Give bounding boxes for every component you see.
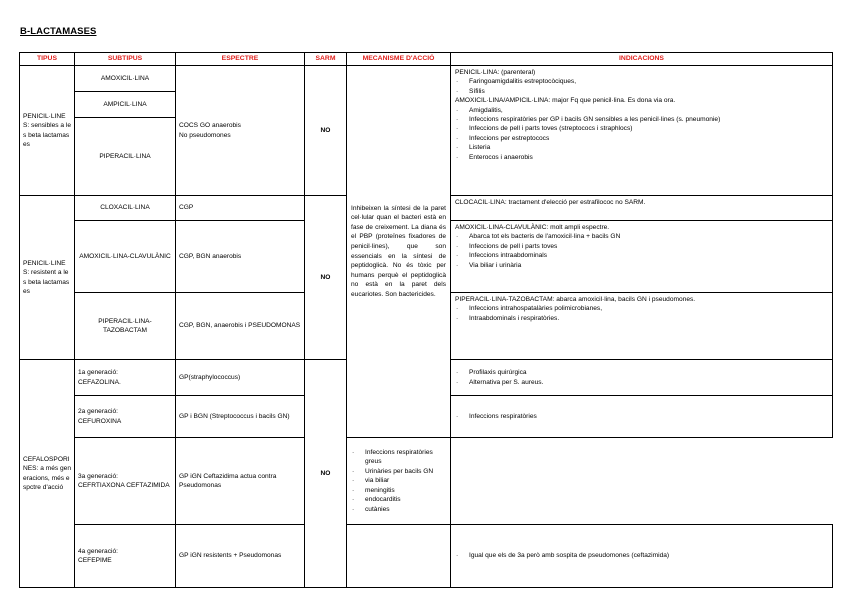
indicacio-list bbox=[455, 106, 828, 162]
subtipus-generation: 2a generació: bbox=[78, 408, 118, 416]
header-row bbox=[20, 53, 833, 66]
indicacions-cell bbox=[451, 360, 833, 396]
indicacio-item: · Infeccions intraabdominals bbox=[455, 251, 828, 260]
indicacio-list bbox=[455, 551, 828, 560]
indicacio-head: AMOXICIL·LINA/AMPICIL·LINA: major Fq que penicil·lina. Es dona via ora. bbox=[455, 97, 676, 105]
espectre-cell: CGP, BGN anaerobis bbox=[176, 221, 305, 293]
indicacio-item: · endocarditis bbox=[351, 495, 446, 504]
espectre-cell: CGP bbox=[176, 196, 305, 221]
indicacio-item: · Sífilis bbox=[455, 87, 828, 96]
indicacio-list bbox=[455, 77, 828, 96]
subtipus-cell bbox=[75, 438, 176, 525]
indicacions-cell bbox=[451, 66, 833, 196]
indicacio-item: · via biliar bbox=[351, 476, 446, 485]
subtipus-generation: 1a generació: bbox=[78, 369, 118, 377]
indicacio-item: · Listeria bbox=[455, 143, 828, 152]
indicacio-list bbox=[455, 304, 828, 323]
header-sarm: SARM bbox=[305, 53, 347, 66]
indicacions-cell bbox=[451, 525, 833, 588]
subtipus-name: CEFAZOLINA. bbox=[78, 378, 121, 386]
sarm-cell: NO bbox=[305, 196, 347, 360]
indicacio-item: · cutànies bbox=[351, 505, 446, 514]
indicacions-cell bbox=[347, 438, 451, 525]
subtipus-name: CEFRTIAXONA CEFTAZIMIDA bbox=[78, 482, 170, 489]
subtipus-name: CEFEPIME bbox=[78, 557, 112, 564]
mecanisme-cell: Inhibeixen la síntesi de la paret cel·lular quan el bacteri està en fase de creixement. La diana és el PBP (proteïnes fixadores de penicil·lines), que son essencials en la síntesi de peptidoglicà. No és tòxic per humans perquè el peptidoglicà no està en la paret dels eucariotes. Son bactericides. bbox=[347, 66, 451, 438]
indicacio-item: · Alternativa per S. aureus. bbox=[455, 378, 828, 387]
espectre-cell: GP iGN Ceftazidima actua contra Pseudomonas bbox=[176, 438, 305, 525]
indicacio-item: · Infeccions respiratòries bbox=[455, 412, 828, 421]
indicacions-cell bbox=[451, 396, 833, 438]
subtipus-cell bbox=[75, 525, 176, 588]
indicacio-item: · Via biliar i urinària bbox=[455, 261, 828, 270]
indicacio-item: · Infeccions de pell i parts toves bbox=[455, 242, 828, 251]
indicacio-item: · Infeccions per estreptococs bbox=[455, 134, 828, 143]
header-tipus: TIPUS bbox=[20, 53, 75, 66]
indicacions-cell bbox=[451, 221, 833, 293]
tipus-cell: PENICIL·LINES: sensibles a les beta lactamases bbox=[20, 66, 75, 196]
header-espectre: ESPECTRE bbox=[176, 53, 305, 66]
subtipus-cell: AMOXICIL·LINA-CLAVULÀNIC bbox=[75, 221, 176, 293]
indicacions-cell bbox=[451, 196, 833, 221]
espectre-cell: CGP, BGN, anaerobis i PSEUDOMONAS bbox=[176, 293, 305, 360]
indicacio-item: · Abarca tot els bacteris de l'amoxicil·lina + bacils GN bbox=[455, 232, 828, 241]
subtipus-cell bbox=[75, 360, 176, 396]
table-row bbox=[20, 66, 833, 92]
sarm-cell: NO bbox=[305, 66, 347, 196]
indicacio-item: · Intraabdominals i respiratòries. bbox=[455, 314, 828, 323]
subtipus-cell: CLOXACIL·LINA bbox=[75, 196, 176, 221]
indicacions-cell bbox=[451, 293, 833, 360]
subtipus-cell: AMPICIL·LINA bbox=[75, 92, 176, 118]
subtipus-cell: PIPERACIL·LINA-TAZOBACTAM bbox=[75, 293, 176, 360]
indicacio-list bbox=[351, 448, 446, 514]
b-lactamases-table bbox=[19, 52, 833, 588]
indicacio-item: · Urinàries per bacils GN bbox=[351, 467, 446, 476]
indicacio-item: · Infeccions de pell i parts toves (streptococs i straphlocs) bbox=[455, 124, 828, 133]
header-mecanisme: MECANISME D'ACCIÓ bbox=[347, 53, 451, 66]
indicacio-item: · Infeccions intrahospatalàries polimicrobianes, bbox=[455, 304, 828, 313]
subtipus-generation: 3a generació: bbox=[78, 472, 118, 480]
subtipus-generation: 4a generació: bbox=[78, 547, 118, 555]
tipus-cell: CEFALOSPORINES: a més generacions, més espctre d'acció bbox=[20, 360, 75, 588]
indicacio-item: · meningitis bbox=[351, 486, 446, 495]
indicacio-item: · Profilaxis quirúrgica bbox=[455, 368, 828, 377]
indicacio-item: · Faringoamigdalitis estreptocòciques, bbox=[455, 77, 828, 86]
header-subtipus: SUBTIPUS bbox=[75, 53, 176, 66]
tipus-cell: PENICIL·LINES: resistent a les beta lactamases bbox=[20, 196, 75, 360]
subtipus-cell: AMOXICIL·LINA bbox=[75, 66, 176, 92]
indicacio-item: · Infeccions respiratòries per GP i bacils GN sensibles a les penicil·lines (s. pneumonie) bbox=[455, 115, 828, 124]
espectre-cell: GP i BGN (Streptococcus i bacils GN) bbox=[176, 396, 305, 438]
indicacio-item: · Infeccions respiratòries greus bbox=[351, 448, 446, 467]
header-indicacions: INDICACIONS bbox=[451, 53, 833, 66]
table-row bbox=[20, 525, 833, 588]
indicacio-head: PIPERACIL·LINA-TAZOBACTAM: abarca amoxicil·lina, bacils GN i pseudomones. bbox=[455, 296, 696, 303]
mecanisme-empty-cell bbox=[347, 525, 451, 588]
indicacio-item: · Igual que els de 3a però amb sospita de pseudomones (ceftazimida) bbox=[455, 551, 828, 560]
subtipus-cell bbox=[75, 396, 176, 438]
indicacio-head: AMOXICIL·LINA-CLAVULÀNIC: molt ampli espectre. bbox=[455, 224, 610, 231]
subtipus-name: CEFUROXINA bbox=[78, 417, 122, 425]
subtipus-cell: PIPERACIL·LINA bbox=[75, 118, 176, 196]
page-title: B-LACTAMASES bbox=[20, 26, 97, 37]
espectre-cell: GP(straphylococcus) bbox=[176, 360, 305, 396]
indicacio-item: · Amigdalitis, bbox=[455, 106, 828, 115]
table-row bbox=[20, 438, 833, 525]
espectre-cell: GP iGN resistents + Pseudomonas bbox=[176, 525, 305, 588]
sarm-cell: NO bbox=[305, 360, 347, 588]
indicacio-item: · Enterocos i anaerobis bbox=[455, 153, 828, 162]
espectre-cell bbox=[176, 66, 305, 196]
indicacio-list bbox=[455, 368, 828, 387]
indicacio-list bbox=[455, 412, 828, 421]
espectre-line: COCS GO anaerobis bbox=[179, 122, 241, 130]
espectre-line: No pseudomones bbox=[179, 131, 231, 139]
indicacio-head: CLOCACIL·LINA: tractament d'elecció per estrafilococ no SARM. bbox=[455, 199, 646, 206]
indicacio-head: PENICIL·LINA: (parenteral) bbox=[455, 69, 536, 76]
indicacio-list bbox=[455, 232, 828, 270]
